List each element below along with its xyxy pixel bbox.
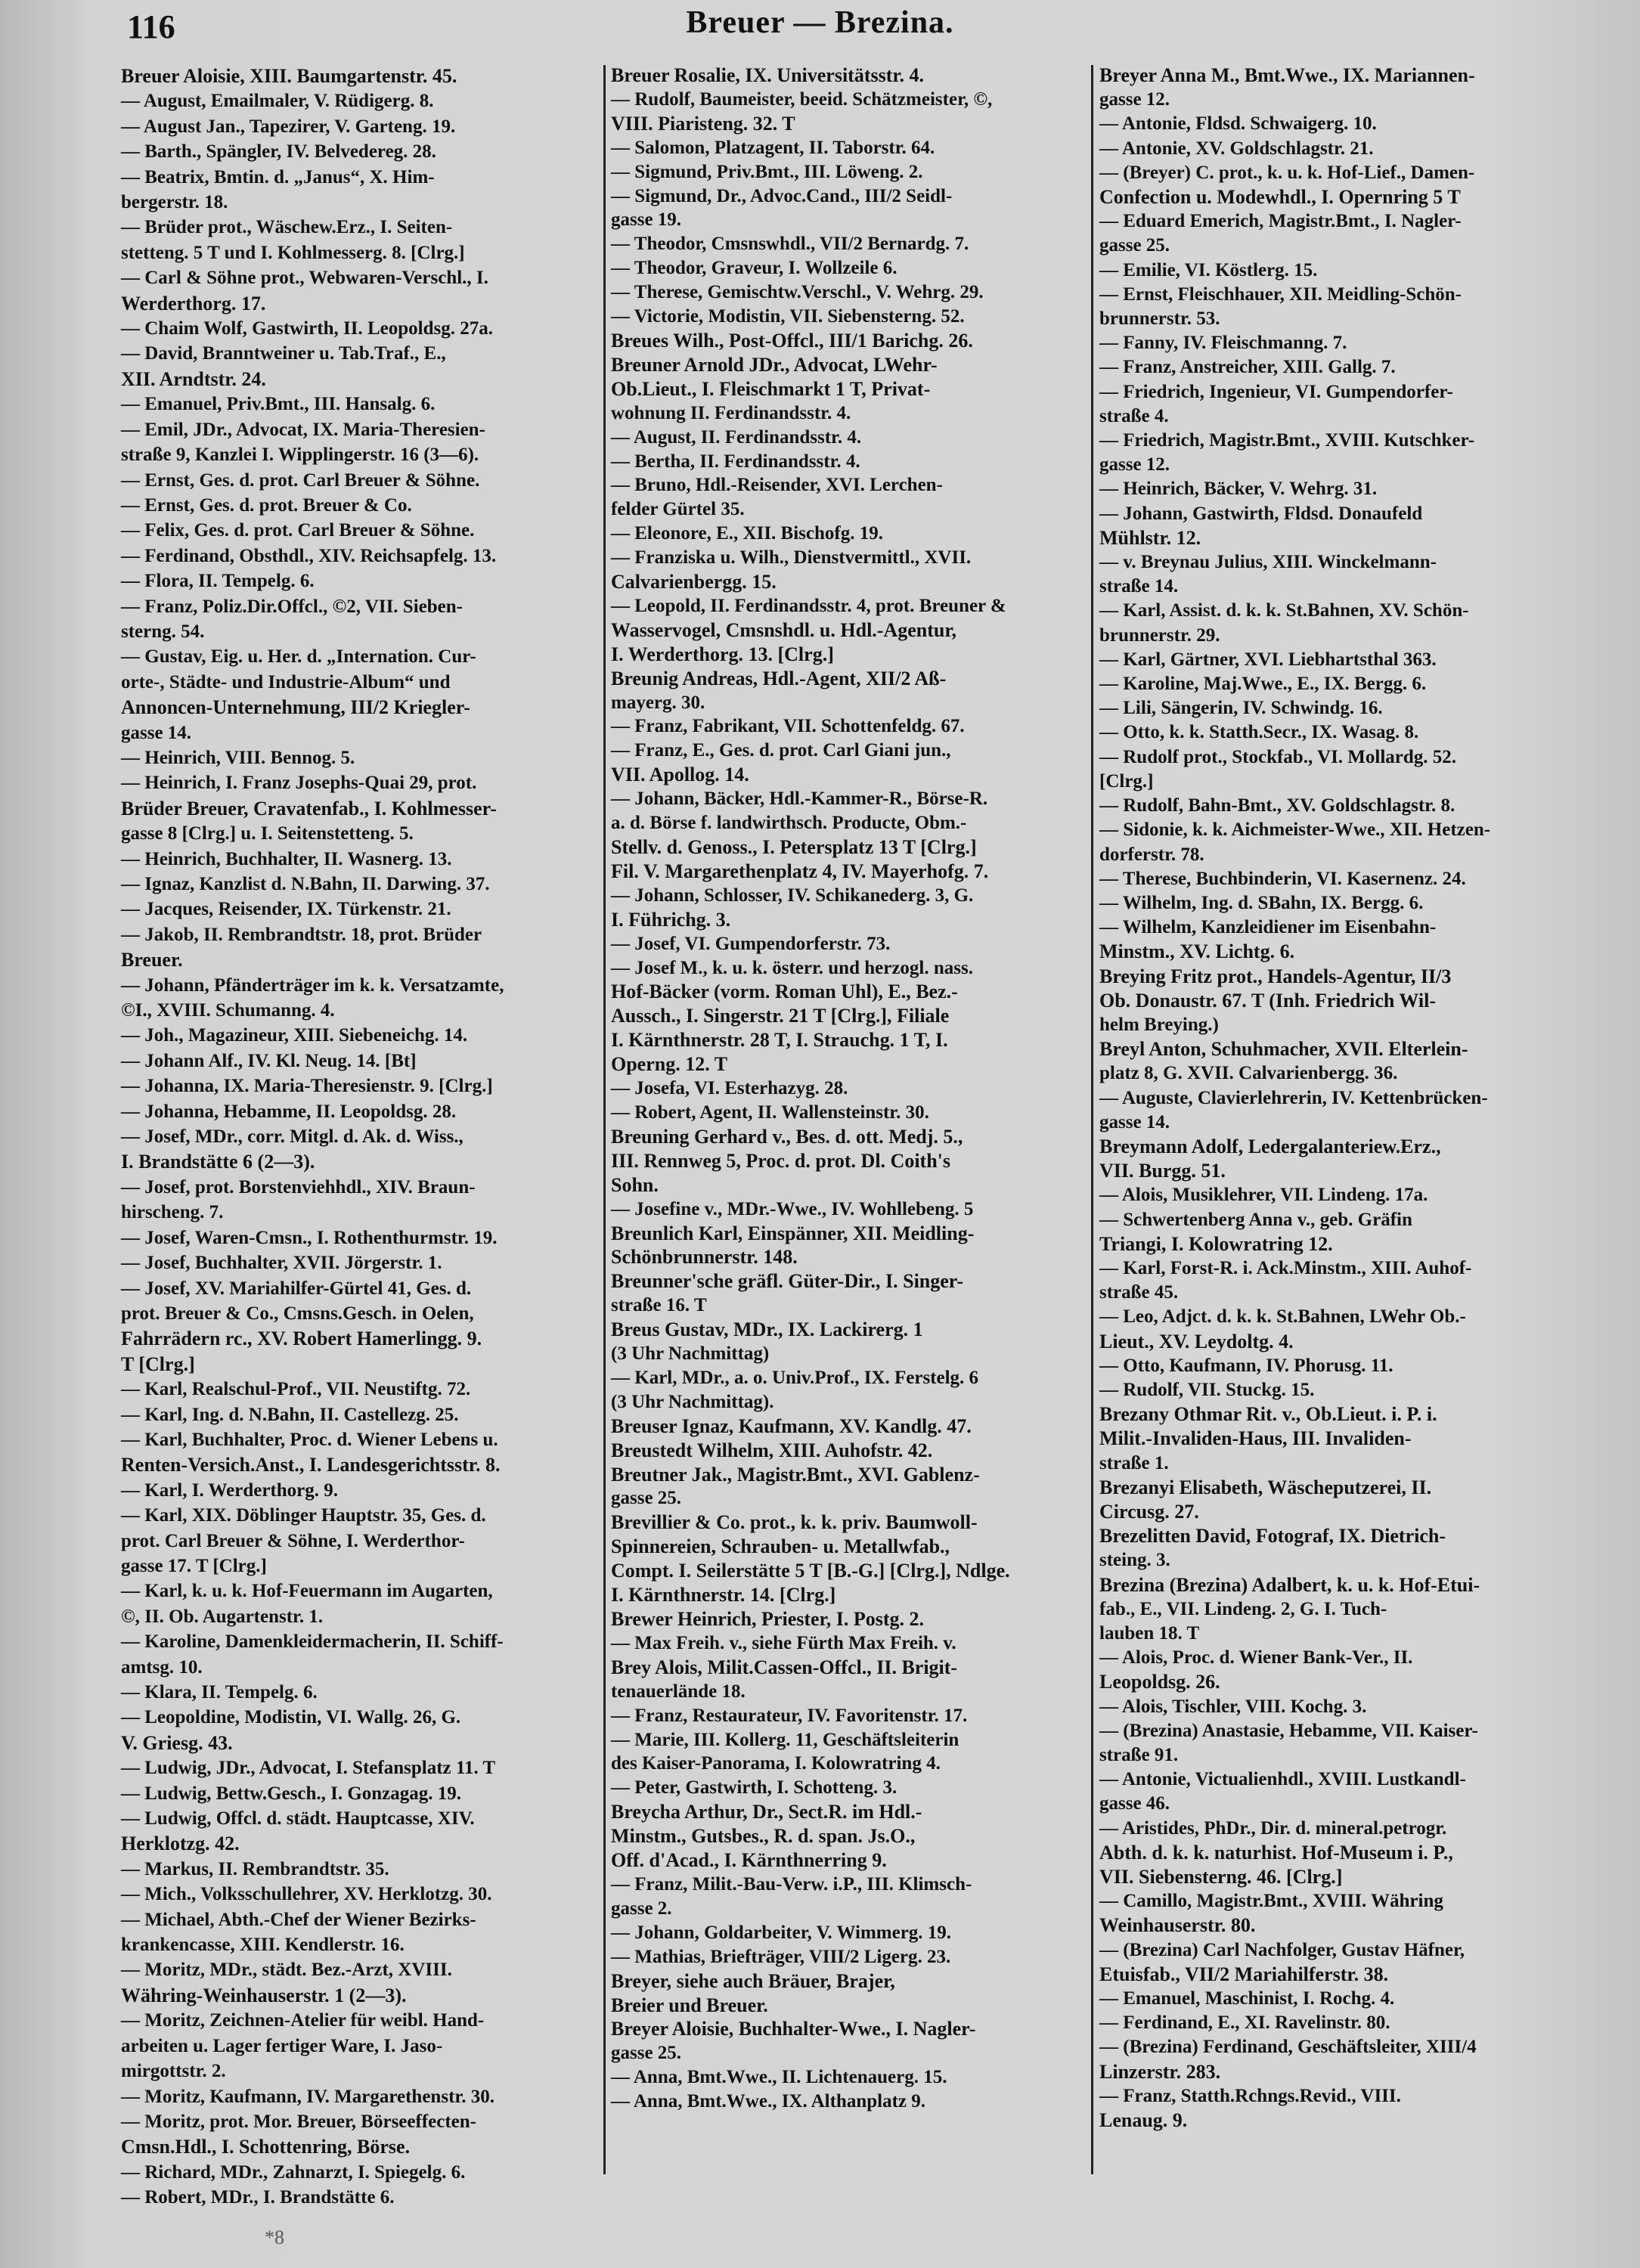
entry-line: — Schwertenberg Anna v., geb. Gräfin xyxy=(1099,1209,1412,1230)
entry-line: straße 1. xyxy=(1099,1452,1169,1473)
entry-line: krankencasse, XIII. Kendlerstr. 16. xyxy=(121,1935,405,1956)
entry-headword-line: Breues Wilh., Post-Offcl., III/1 Barichg. 26. xyxy=(611,329,973,352)
entry-headword-line: Milit.-Invaliden-Haus, III. Invaliden- xyxy=(1099,1427,1412,1450)
entry-headword-line: Annoncen-Unternehmung, III/2 Kriegler- xyxy=(121,696,470,719)
entry-line: — Barth., Spängler, IV. Belvedereg. 28. xyxy=(121,141,436,163)
entry-headword-line: VII. Apollog. 14. xyxy=(611,764,749,786)
entry-line: hirscheng. 7. xyxy=(121,1202,224,1223)
entry-headword-line: Werderthorg. 17. xyxy=(121,292,266,314)
entry-line: gasse 19. xyxy=(611,209,682,231)
entry-line: lauben 18. T xyxy=(1099,1623,1200,1644)
entry-headword-line: Breunner'sche gräfl. Güter-Dir., I. Singer- xyxy=(611,1270,964,1293)
entry-line: sterng. 54. xyxy=(121,621,205,642)
entry-line: — Lili, Sängerin, IV. Schwindg. 16. xyxy=(1099,698,1383,719)
entry-line: — David, Branntweiner u. Tab.Traf., E., xyxy=(121,343,446,364)
entry-line: — Karl, Buchhalter, Proc. d. Wiener Lebens u. xyxy=(121,1429,498,1450)
entry-headword-line: Brevillier & Co. prot., k. k. priv. Baumwoll- xyxy=(611,1511,978,1534)
entry-line: — Johann, Goldarbeiter, V. Wimmerg. 19. xyxy=(611,1922,952,1943)
entry-line: — Camillo, Magistr.Bmt., XVIII. Währing xyxy=(1099,1891,1443,1912)
entry-line: — Ferdinand, Obsthdl., XIV. Reichsapfelg. 13. xyxy=(121,545,497,566)
entry-headword-line: Mühlstr. 12. xyxy=(1099,526,1201,549)
entry-headword-line: Ob.Lieut., I. Fleischmarkt 1 T, Privat- xyxy=(611,377,931,400)
entry-line: — Anna, Bmt.Wwe., II. Lichtenauerg. 15. xyxy=(611,2067,947,2088)
entry-line: — Ernst, Ges. d. prot. Breuer & Co. xyxy=(121,494,412,516)
entry-line: des Kaiser-Panorama, I. Kolowratring 4. xyxy=(611,1753,941,1774)
entry-line: — Moritz, Kaufmann, IV. Margarethenstr. 30. xyxy=(121,2086,494,2107)
entry-line: — Jakob, II. Rembrandtstr. 18, prot. Brüder xyxy=(121,924,482,945)
entry-line: — Sigmund, Dr., Advoc.Cand., III/2 Seidl- xyxy=(611,185,953,206)
entry-line: — Johanna, Hebamme, II. Leopoldsg. 28. xyxy=(121,1101,457,1122)
entry-headword-line: Breyer Anna M., Bmt.Wwe., IX. Mariannen- xyxy=(1099,64,1475,86)
entry-headword-line: Linzerstr. 283. xyxy=(1099,2060,1221,2083)
entry-line: — Heinrich, Buchhalter, II. Wasnerg. 13. xyxy=(121,848,452,869)
entry-headword-line: Brezany Othmar Rit. v., Ob.Lieut. i. P. i. xyxy=(1099,1403,1437,1426)
entry-line: helm Breying.) xyxy=(1099,1014,1219,1035)
entry-line: — Alois, Tischler, VIII. Kochg. 3. xyxy=(1099,1696,1367,1717)
entry-line: mirgottstr. 2. xyxy=(121,2061,226,2082)
entry-line: — Brüder prot., Wäschew.Erz., I. Seiten- xyxy=(121,217,453,238)
entry-headword-line: V. Griesg. 43. xyxy=(121,1731,233,1754)
entry-line: — Victorie, Modistin, VII. Siebensterng. 52. xyxy=(611,306,965,327)
entry-line: wohnung II. Ferdinandsstr. 4. xyxy=(611,402,851,423)
entry-headword-line: Off. d'Acad., I. Kärnthnerring 9. xyxy=(611,1849,887,1872)
entry-headword-line: Wasservogel, Cmsnshdl. u. Hdl.-Agentur, xyxy=(611,618,956,641)
entry-line: — Franziska u. Wilh., Dienstvermittl., XVII. xyxy=(611,547,972,569)
entry-line: — Leo, Adjct. d. k. k. St.Bahnen, LWehr Ob.- xyxy=(1099,1306,1466,1328)
entry-line: — Antonie, Fldsd. Schwaigerg. 10. xyxy=(1099,113,1377,135)
entry-line: ©, II. Ob. Augartenstr. 1. xyxy=(121,1606,324,1627)
entry-headword-line: Breyer Aloisie, Buchhalter-Wwe., I. Nagler- xyxy=(611,2018,976,2040)
entry-headword-line: Breying Fritz prot., Handels-Agentur, II/3 xyxy=(1099,965,1452,987)
entry-line: — Sigmund, Priv.Bmt., III. Löweng. 2. xyxy=(611,161,923,182)
entry-line: — Ludwig, Offcl. d. städt. Hauptcasse, XIV. xyxy=(121,1808,475,1830)
running-head: Breuer — Brezina. xyxy=(686,5,954,40)
entry-line: platz 8, G. XVII. Calvarienbergg. 36. xyxy=(1099,1063,1398,1084)
entry-headword-line: Stellv. d. Genoss., I. Petersplatz 13 T [Clrg.] xyxy=(611,836,977,858)
entry-line: — (Brezina) Carl Nachfolger, Gustav Häfner, xyxy=(1099,1939,1465,1960)
entry-line: — Emilie, VI. Köstlerg. 15. xyxy=(1099,259,1318,280)
entry-headword-line: Hof-Bäcker (vorm. Roman Uhl), E., Bez.- xyxy=(611,981,958,1003)
entry-line: — Joh., Magazineur, XIII. Siebeneichg. 14. xyxy=(121,1025,468,1046)
entry-headword-line: Breuser Ignaz, Kaufmann, XV. Kandlg. 47. xyxy=(611,1414,972,1437)
entry-line: — Mich., Volksschullehrer, XV. Herklotzg. 30. xyxy=(121,1884,492,1905)
entry-headword-line: Minstm., Gutsbes., R. d. span. Js.O., xyxy=(611,1825,916,1848)
entry-line: straße 45. xyxy=(1099,1282,1179,1303)
entry-line: prot. Carl Breuer & Söhne, I. Werderthor- xyxy=(121,1530,465,1551)
entry-headword-line: Leopoldsg. 26. xyxy=(1099,1671,1220,1693)
entry-line: — Josef, Buchhalter, XVII. Jörgerstr. 1. xyxy=(121,1253,442,1274)
entry-headword-line: Circusg. 27. xyxy=(1099,1500,1199,1523)
entry-line: — Josef, prot. Borstenviehhdl., XIV. Braun- xyxy=(121,1176,476,1198)
entry-line: — Josef, XV. Mariahilfer-Gürtel 41, Ges. d. xyxy=(121,1278,472,1299)
entry-line: — Klara, II. Tempelg. 6. xyxy=(121,1682,318,1703)
entry-headword-line: Brüder Breuer, Cravatenfab., I. Kohlmesser- xyxy=(121,797,497,820)
entry-line: arbeiten u. Lager fertiger Ware, I. Jaso- xyxy=(121,2035,443,2056)
entry-line: — Josef, MDr., corr. Mitgl. d. Ak. d. Wiss., xyxy=(121,1126,463,1148)
entry-line: — Jacques, Reisender, IX. Türkenstr. 21. xyxy=(121,899,451,920)
entry-line: gasse 14. xyxy=(121,722,192,743)
entry-line: — Wilhelm, Ing. d. SBahn, IX. Bergg. 6. xyxy=(1099,892,1424,913)
entry-line: — Carl & Söhne prot., Webwaren-Verschl., I. xyxy=(121,268,488,289)
entry-line: gasse 25. xyxy=(611,1488,682,1509)
entry-line: straße 4. xyxy=(1099,405,1169,426)
signature-mark: *8 xyxy=(265,2226,284,2248)
entry-headword-line: I. Brandstätte 6 (2—3). xyxy=(121,1151,315,1173)
entry-line: — Rudolf prot., Stockfab., VI. Mollardg. 52. xyxy=(1099,746,1457,767)
directory-column-3 xyxy=(1099,64,1621,2133)
column-divider xyxy=(603,65,606,2174)
entry-line: — Karl, Assist. d. k. k. St.Bahnen, XV. Schön- xyxy=(1099,600,1469,621)
entry-line: — August Jan., Tapezirer, V. Garteng. 19. xyxy=(121,116,456,137)
entry-line: [Clrg.] xyxy=(1099,770,1154,792)
entry-line: — Salomon, Platzagent, II. Taborstr. 64. xyxy=(611,137,935,158)
entry-headword-line: Währing-Weinhauserstr. 1 (2—3). xyxy=(121,1984,407,2006)
entry-headword-line: Breunig Andreas, Hdl.-Agent, XII/2 Aß- xyxy=(611,667,947,689)
column-divider xyxy=(1091,65,1093,2174)
entry-line: — Friedrich, Ingenieur, VI. Gumpendorfer- xyxy=(1099,381,1453,402)
entry-line: — Theodor, Graveur, I. Wollzeile 6. xyxy=(611,258,898,279)
entry-line: — Michael, Abth.-Chef der Wiener Bezirks- xyxy=(121,1909,476,1930)
entry-line: gasse 14. xyxy=(1099,1111,1170,1132)
entry-line: straße 91. xyxy=(1099,1745,1179,1766)
entry-line: — Therese, Gemischtw.Verschl., V. Wehrg. 29. xyxy=(611,282,984,303)
entry-headword-line: Breunlich Karl, Einspänner, XII. Meidling- xyxy=(611,1222,975,1244)
entry-line: brunnerstr. 53. xyxy=(1099,308,1220,330)
entry-line: — Antonie, XV. Goldschlagstr. 21. xyxy=(1099,138,1374,159)
entry-headword-line: Calvarienbergg. 15. xyxy=(611,571,777,593)
entry-line: — Felix, Ges. d. prot. Carl Breuer & Söhne. xyxy=(121,520,475,541)
entry-headword-line: Breus Gustav, MDr., IX. Lackirerg. 1 xyxy=(611,1318,923,1341)
entry-line: ©I., XVIII. Schumanng. 4. xyxy=(121,1000,335,1021)
entry-headword-line: Ob. Donaustr. 67. T (Inh. Friedrich Wil- xyxy=(1099,989,1436,1012)
entry-line: — Johann, Schlosser, IV. Schikanederg. 3, G. xyxy=(611,885,974,906)
entry-line: — Markus, II. Rembrandtstr. 35. xyxy=(121,1858,389,1879)
entry-headword-line: Brezanyi Elisabeth, Wäscheputzerei, II. xyxy=(1099,1476,1432,1498)
entry-headword-line: Fahrrädern rc., XV. Robert Hamerlingg. 9. xyxy=(121,1328,482,1350)
entry-line: — Franz, Poliz.Dir.Offcl., ©2, VII. Sieben- xyxy=(121,596,463,617)
entry-line: — Mathias, Briefträger, VIII/2 Ligerg. 23. xyxy=(611,1946,951,1967)
entry-headword-line: Breyl Anton, Schuhmacher, XVII. Elterlein- xyxy=(1099,1038,1468,1061)
entry-line: — Karl, Gärtner, XVI. Liebhartsthal 363. xyxy=(1099,649,1437,670)
entry-line: — Karl, Realschul-Prof., VII. Neustiftg. 72. xyxy=(121,1379,471,1400)
entry-line: — Moritz, Zeichnen-Atelier für weibl. Hand- xyxy=(121,2010,485,2031)
entry-line: — Josef, VI. Gumpendorferstr. 73. xyxy=(611,933,891,954)
entry-line: — (Brezina) Ferdinand, Geschäftsleiter, XIII/4 xyxy=(1099,2037,1477,2058)
entry-line: — Bertha, II. Ferdinandsstr. 4. xyxy=(611,451,860,472)
entry-headword-line: T [Clrg.] xyxy=(121,1352,195,1375)
entry-headword-line: Brey Alois, Milit.Cassen-Offcl., II. Brigit- xyxy=(611,1656,958,1678)
entry-line: — Chaim Wolf, Gastwirth, II. Leopoldsg. 27a. xyxy=(121,318,493,339)
entry-headword-line: Brewer Heinrich, Priester, I. Postg. 2. xyxy=(611,1608,924,1630)
entry-line: — Robert, MDr., I. Brandstätte 6. xyxy=(121,2187,395,2208)
entry-line: — Friedrich, Magistr.Bmt., XVIII. Kutschker- xyxy=(1099,430,1475,451)
entry-headword-line: Breuner Arnold JDr., Advocat, LWehr- xyxy=(611,353,938,376)
entry-line: gasse 25. xyxy=(611,2043,682,2064)
entry-line: — Rudolf, Baumeister, beeid. Schätzmeister, ©, xyxy=(611,88,993,110)
entry-line: — Beatrix, Bmtin. d. „Janus“, X. Him- xyxy=(121,166,435,187)
entry-headword-line: Operng. 12. T xyxy=(611,1053,728,1076)
entry-headword-line: Lieut., XV. Leydoltg. 4. xyxy=(1099,1330,1294,1352)
entry-line: prot. Breuer & Co., Cmsns.Gesch. in Oelen, xyxy=(121,1303,474,1324)
entry-line: gasse 17. T [Clrg.] xyxy=(121,1555,267,1576)
entry-line: — Emanuel, Priv.Bmt., III. Hansalg. 6. xyxy=(121,394,436,415)
entry-line: tenauerlände 18. xyxy=(611,1681,746,1702)
entry-line: straße 9, Kanzlei I. Wipplingerstr. 16 (3—6). xyxy=(121,445,479,466)
entry-line: — Karl, k. u. k. Hof-Feuermann im Augarten, xyxy=(121,1581,493,1602)
entry-line: — Auguste, Clavierlehrerin, IV. Kettenbrücken- xyxy=(1099,1087,1488,1108)
entry-line: — Otto, Kaufmann, IV. Phorusg. 11. xyxy=(1099,1355,1394,1376)
entry-line: — Ludwig, Bettw.Gesch., I. Gonzagag. 19. xyxy=(121,1783,462,1804)
entry-line: gasse 12. xyxy=(1099,89,1170,110)
entry-headword-line: I. Werderthorg. 13. [Clrg.] xyxy=(611,643,834,665)
entry-line: gasse 2. xyxy=(611,1898,672,1919)
entry-headword-line: I. Kärnthnerstr. 14. [Clrg.] xyxy=(611,1584,836,1606)
entry-line: — Leopold, II. Ferdinandsstr. 4, prot. Breuner & xyxy=(611,595,1006,616)
entry-line: stetteng. 5 T und I. Kohlmesserg. 8. [Clrg.] xyxy=(121,242,465,263)
entry-line: — Karoline, Maj.Wwe., E., IX. Bergg. 6. xyxy=(1099,674,1427,695)
directory-column-1 xyxy=(121,64,596,2211)
entry-line: — v. Breynau Julius, XIII. Winckelmann- xyxy=(1099,552,1437,573)
entry-line: — Franz, E., Ges. d. prot. Carl Giani jun., xyxy=(611,740,951,761)
entry-line: — Ernst, Ges. d. prot. Carl Breuer & Söhne. xyxy=(121,469,480,491)
entry-line: — (Breyer) C. prot., k. u. k. Hof-Lief., Damen- xyxy=(1099,162,1475,183)
entry-headword-line: Breustedt Wilhelm, XIII. Auhofstr. 42. xyxy=(611,1439,933,1461)
entry-headword-line: Brezelitten David, Fotograf, IX. Dietrich- xyxy=(1099,1525,1446,1548)
entry-line: — Ludwig, JDr., Advocat, I. Stefansplatz 11. T xyxy=(121,1758,496,1779)
entry-line: gasse 8 [Clrg.] u. I. Seitenstetteng. 5. xyxy=(121,823,414,844)
entry-headword-line: III. Rennweg 5, Proc. d. prot. Dl. Coith's xyxy=(611,1149,951,1172)
entry-headword-line: Breier und Breuer. xyxy=(611,1994,768,2016)
entry-line: — Therese, Buchbinderin, VI. Kasernenz. 24. xyxy=(1099,868,1466,889)
entry-line: — Marie, III. Kollerg. 11, Geschäftsleiterin xyxy=(611,1729,960,1750)
entry-line: — Franz, Milit.-Bau-Verw. i.P., III. Klimsch- xyxy=(611,1873,972,1895)
entry-line: — Heinrich, Bäcker, V. Wehrg. 31. xyxy=(1099,479,1378,500)
entry-line: — August, Emailmaler, V. Rüdigerg. 8. xyxy=(121,91,434,112)
entry-line: — Anna, Bmt.Wwe., IX. Althanplatz 9. xyxy=(611,2091,926,2112)
entry-line: — Rudolf, Bahn-Bmt., XV. Goldschlagstr. 8. xyxy=(1099,795,1456,816)
entry-headword-line: VII. Burgg. 51. xyxy=(1099,1160,1226,1182)
entry-line: orte-, Städte- und Industrie-Album“ und xyxy=(121,671,451,692)
entry-line: (3 Uhr Nachmittag) xyxy=(611,1343,770,1365)
entry-line: — Ernst, Fleischhauer, XII. Meidling-Schön- xyxy=(1099,284,1462,305)
entry-headword-line: Cmsn.Hdl., I. Schottenring, Börse. xyxy=(121,2136,411,2158)
entry-headword-line: Compt. I. Seilerstätte 5 T [B.-G.] [Clrg.], Ndlge. xyxy=(611,1560,1010,1582)
entry-line: — Franz, Statth.Rchngs.Revid., VIII. xyxy=(1099,2085,1401,2106)
entry-line: — Karl, Ing. d. N.Bahn, II. Castellezg. 25. xyxy=(121,1404,459,1425)
entry-line: — Josefa, VI. Esterhazyg. 28. xyxy=(611,1078,848,1099)
entry-headword-line: Brezina (Brezina) Adalbert, k. u. k. Hof-Etui- xyxy=(1099,1573,1480,1596)
entry-headword-line: Weinhauserstr. 80. xyxy=(1099,1914,1256,1937)
entry-headword-line: Schönbrunnerstr. 148. xyxy=(611,1246,798,1269)
entry-line: — Flora, II. Tempelg. 6. xyxy=(121,571,315,592)
entry-headword-line: Fil. V. Margarethenplatz 4, IV. Mayerhofg. 7. xyxy=(611,860,989,882)
entry-line: — Bruno, Hdl.-Reisender, XVI. Lerchen- xyxy=(611,475,943,496)
entry-headword-line: Confection u. Modewhdl., I. Opernring 5 T xyxy=(1099,186,1461,209)
entry-line: — Johann, Bäcker, Hdl.-Kammer-R., Börse-R. xyxy=(611,789,988,810)
entry-line: (3 Uhr Nachmittag). xyxy=(611,1391,774,1412)
entry-line: gasse 46. xyxy=(1099,1793,1170,1814)
entry-line: — Wilhelm, Kanzleidiener im Eisenbahn- xyxy=(1099,917,1437,938)
entry-headword-line: VII. Siebensterng. 46. [Clrg.] xyxy=(1099,1866,1343,1888)
entry-line: — Franz, Fabrikant, VII. Schottenfeldg. 67. xyxy=(611,716,965,737)
entry-line: — Emil, JDr., Advocat, IX. Maria-Theresien- xyxy=(121,419,485,440)
entry-headword-line: Spinnereien, Schrauben- u. Metallwfab., xyxy=(611,1535,950,1558)
entry-headword-line: Etuisfab., VII/2 Mariahilferstr. 38. xyxy=(1099,1963,1389,1985)
entry-headword-line: Renten-Versich.Anst., I. Landesgerichtsstr. 8. xyxy=(121,1454,501,1476)
entry-line: dorferstr. 78. xyxy=(1099,844,1204,865)
entry-line: steing. 3. xyxy=(1099,1550,1170,1571)
entry-headword-line: Breuer. xyxy=(121,949,183,971)
entry-line: — Franz, Anstreicher, XIII. Gallg. 7. xyxy=(1099,357,1396,378)
entry-headword-line: VIII. Piaristeng. 32. T xyxy=(611,112,795,135)
entry-line: — Theodor, Cmsnswhdl., VII/2 Bernardg. 7. xyxy=(611,234,969,255)
entry-line: — Rudolf, VII. Stuckg. 15. xyxy=(1099,1379,1315,1400)
entry-headword-line: Breyer, siehe auch Bräuer, Brajer, xyxy=(611,1969,895,1992)
entry-line: — Leopoldine, Modistin, VI. Wallg. 26, G. xyxy=(121,1707,461,1728)
directory-column-2 xyxy=(611,64,1084,2114)
entry-line: — Ferdinand, E., XI. Ravelinstr. 80. xyxy=(1099,2012,1390,2034)
entry-headword-line: Breuer Aloisie, XIII. Baumgartenstr. 45. xyxy=(121,65,457,87)
entry-line: — Johanna, IX. Maria-Theresienstr. 9. [Clrg.] xyxy=(121,1076,493,1097)
entry-headword-line: Triangi, I. Kolowratring 12. xyxy=(1099,1232,1333,1255)
entry-line: — Johann Alf., IV. Kl. Neug. 14. [Bt] xyxy=(121,1050,417,1071)
entry-line: — Karl, MDr., a. o. Univ.Prof., IX. Ferstelg. 6 xyxy=(611,1367,979,1388)
entry-line: — Sidonie, k. k. Aichmeister-Wwe., XII. Hetzen- xyxy=(1099,820,1491,841)
entry-line: gasse 25. xyxy=(1099,235,1170,256)
entry-line: — Josef M., k. u. k. österr. und herzogl. nass. xyxy=(611,957,973,978)
entry-line: — Alois, Proc. d. Wiener Bank-Ver., II. xyxy=(1099,1647,1413,1668)
entry-line: — Fanny, IV. Fleischmanng. 7. xyxy=(1099,333,1347,354)
entry-line: — Max Freih. v., siehe Fürth Max Freih. v. xyxy=(611,1632,956,1653)
entry-line: straße 16. T xyxy=(611,1295,707,1316)
entry-line: — Josef, Waren-Cmsn., I. Rothenthurmstr. 19. xyxy=(121,1227,498,1248)
entry-line: — Karl, I. Werderthorg. 9. xyxy=(121,1479,338,1501)
entry-line: — Richard, MDr., Zahnarzt, I. Spiegelg. 6. xyxy=(121,2161,466,2183)
entry-line: — Alois, Musiklehrer, VII. Lindeng. 17a. xyxy=(1099,1185,1428,1206)
entry-line: — Eleonore, E., XII. Bischofg. 19. xyxy=(611,523,883,544)
entry-headword-line: Breymann Adolf, Ledergalanteriew.Erz., xyxy=(1099,1135,1441,1157)
entry-headword-line: Breuer Rosalie, IX. Universitätsstr. 4. xyxy=(611,64,925,86)
entry-line: — Franz, Restaurateur, IV. Favoritenstr. 17. xyxy=(611,1705,968,1726)
entry-line: bergerstr. 18. xyxy=(121,192,228,213)
entry-line: — Johann, Pfänderträger im k. k. Versatzamte, xyxy=(121,974,504,996)
entry-line: — Eduard Emerich, Magistr.Bmt., I. Nagler- xyxy=(1099,211,1462,232)
entry-headword-line: XII. Arndtstr. 24. xyxy=(121,367,266,390)
entry-line: — Peter, Gastwirth, I. Schotteng. 3. xyxy=(611,1777,898,1799)
entry-headword-line: Minstm., XV. Lichtg. 6. xyxy=(1099,940,1295,963)
entry-line: — Karl, Forst-R. i. Ack.Minstm., XIII. Auhof- xyxy=(1099,1257,1472,1278)
entry-headword-line: Breuning Gerhard v., Bes. d. ott. Medj. 5., xyxy=(611,1125,963,1148)
entry-line: — Gustav, Eig. u. Her. d. „Internation. Cur- xyxy=(121,646,476,668)
entry-line: — Robert, Agent, II. Wallensteinstr. 30. xyxy=(611,1101,929,1123)
entry-line: — Heinrich, VIII. Bennog. 5. xyxy=(121,747,355,768)
entry-line: — Moritz, prot. Mor. Breuer, Börseeffecten- xyxy=(121,2111,476,2132)
entry-line: felder Gürtel 35. xyxy=(611,499,745,520)
entry-headword-line: Aussch., I. Singerstr. 21 T [Clrg.], Filiale xyxy=(611,1005,950,1027)
entry-headword-line: Abth. d. k. k. naturhist. Hof-Museum i. P., xyxy=(1099,1841,1453,1864)
entry-headword-line: Breutner Jak., Magistr.Bmt., XVI. Gablenz- xyxy=(611,1463,980,1486)
entry-line: a. d. Börse f. landwirthsch. Producte, Obm.- xyxy=(611,813,967,834)
entry-line: gasse 12. xyxy=(1099,454,1170,476)
page-number: 116 xyxy=(127,8,175,45)
entry-line: straße 14. xyxy=(1099,576,1179,597)
entry-line: — Karl, XIX. Döblinger Hauptstr. 35, Ges. d. xyxy=(121,1505,486,1526)
entry-line: — Aristides, PhDr., Dir. d. mineral.petrogr. xyxy=(1099,1817,1447,1839)
entry-line: brunnerstr. 29. xyxy=(1099,624,1220,646)
entry-line: — August, II. Ferdinandsstr. 4. xyxy=(611,426,862,448)
entry-line: — Otto, k. k. Statth.Secr., IX. Wasag. 8. xyxy=(1099,722,1419,743)
entry-line: — Heinrich, I. Franz Josephs-Quai 29, prot. xyxy=(121,773,477,794)
entry-headword-line: Breycha Arthur, Dr., Sect.R. im Hdl.- xyxy=(611,1801,922,1823)
entry-line: — Moritz, MDr., städt. Bez.-Arzt, XVIII. xyxy=(121,1960,452,1981)
entry-line: — Ignaz, Kanzlist d. N.Bahn, II. Darwing. 37. xyxy=(121,874,490,894)
entry-headword-line: I. Führichg. 3. xyxy=(611,908,731,931)
entry-headword-line: Lenaug. 9. xyxy=(1099,2109,1188,2132)
entry-line: fab., E., VII. Lindeng. 2, G. I. Tuch- xyxy=(1099,1598,1387,1619)
entry-headword-line: Herklotzg. 42. xyxy=(121,1833,240,1855)
entry-headword-line: Sohn. xyxy=(611,1173,659,1196)
entry-line: — Karoline, Damenkleidermacherin, II. Schiff- xyxy=(121,1631,504,1653)
entry-line: — (Brezina) Anastasie, Hebamme, VII. Kaiser- xyxy=(1099,1720,1478,1741)
entry-headword-line: I. Kärnthnerstr. 28 T, I. Strauchg. 1 T, I. xyxy=(611,1029,948,1052)
entry-line: — Johann, Gastwirth, Fldsd. Donaufeld xyxy=(1099,503,1423,524)
entry-line: — Antonie, Victualienhdl., XVIII. Lustkandl- xyxy=(1099,1769,1466,1790)
entry-line: mayerg. 30. xyxy=(611,692,705,713)
entry-line: — Emanuel, Maschinist, I. Rochg. 4. xyxy=(1099,1988,1395,2009)
entry-line: — Josefine v., MDr.-Wwe., IV. Wohllebeng. 5 xyxy=(611,1198,974,1219)
entry-line: amtsg. 10. xyxy=(121,1656,203,1678)
